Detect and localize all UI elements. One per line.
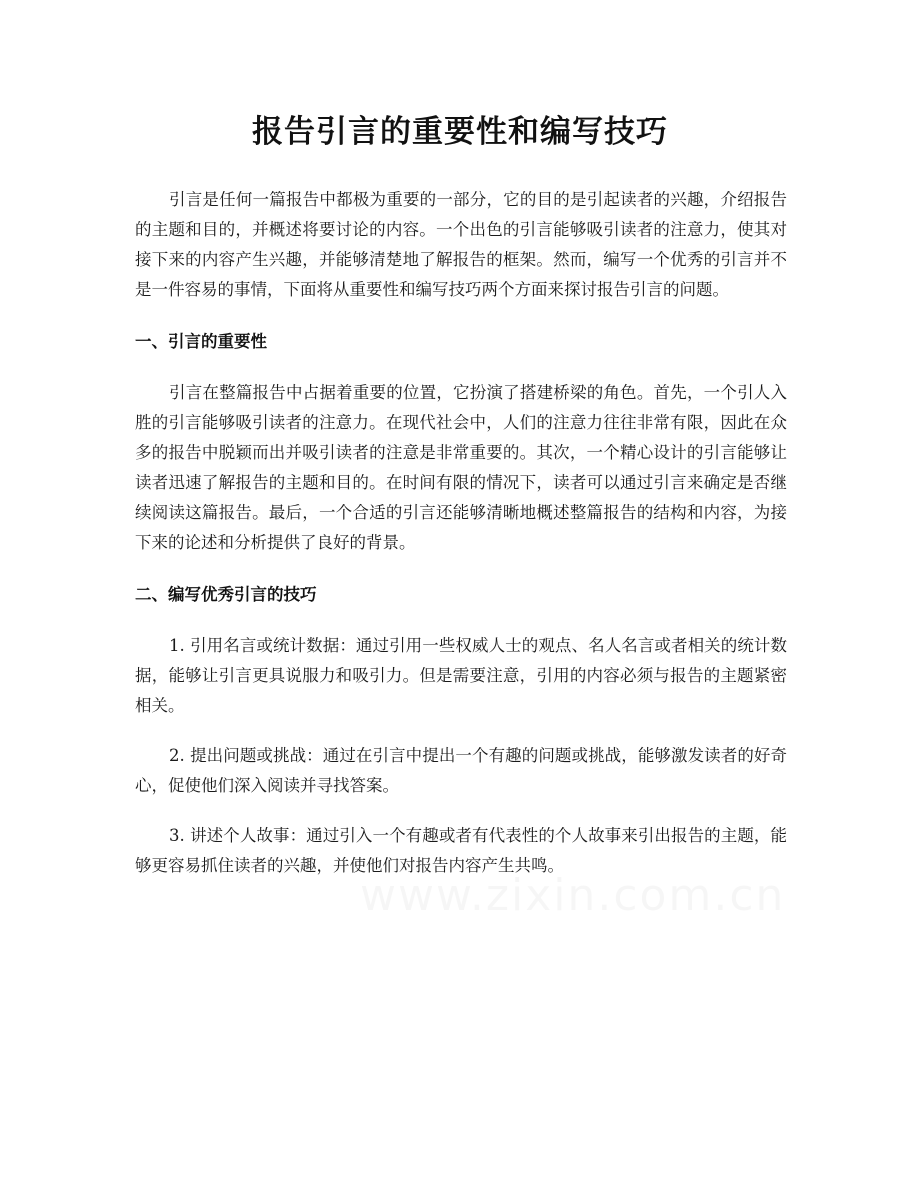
section-heading-importance: 一、引言的重要性 (135, 332, 267, 351)
technique-item-2: 2. 提出问题或挑战：通过在引言中提出一个有趣的问题或挑战，能够激发读者的好奇心，促使他们深入阅读并寻找答案。 (135, 746, 787, 795)
section-heading-techniques: 二、编写优秀引言的技巧 (135, 585, 317, 604)
intro-paragraph: 引言是任何一篇报告中都极为重要的一部分，它的目的是引起读者的兴趣，介绍报告的主题和目的，并概述将要讨论的内容。一个出色的引言能够吸引读者的注意力，使其对接下来的内容产生兴趣，并能够清楚地了解报告的框架。然而，编写一个优秀的引言并不是一件容易的事情，下面将从重要性和编写技巧两个方面来探讨报告引言的问题。 (135, 190, 787, 299)
technique-item-1: 1. 引用名言或统计数据：通过引用一些权威人士的观点、名人名言或者相关的统计数据，能够让引言更具说服力和吸引力。但是需要注意，引用的内容必须与报告的主题紧密相关。 (135, 636, 787, 715)
importance-paragraph: 引言在整篇报告中占据着重要的位置，它扮演了搭建桥梁的角色。首先，一个引人入胜的引言能够吸引读者的注意力。在现代社会中，人们的注意力往往非常有限，因此在众多的报告中脱颖而出并吸引读者的注意是非常重要的。其次，一个精心设计的引言能够让读者迅速了解报告的主题和目的。在时间有限的情况下，读者可以通过引言来确定是否继续阅读这篇报告。最后，一个合适的引言还能够清晰地概述整篇报告的结构和内容，为接下来的论述和分析提供了良好的背景。 (135, 383, 787, 552)
document-body (135, 185, 787, 881)
technique-item-3: 3. 讲述个人故事：通过引入一个有趣或者有代表性的个人故事来引出报告的主题，能够更容易抓住读者的兴趣，并使他们对报告内容产生共鸣。 (135, 826, 787, 875)
document-title: 报告引言的重要性和编写技巧 (252, 114, 668, 150)
